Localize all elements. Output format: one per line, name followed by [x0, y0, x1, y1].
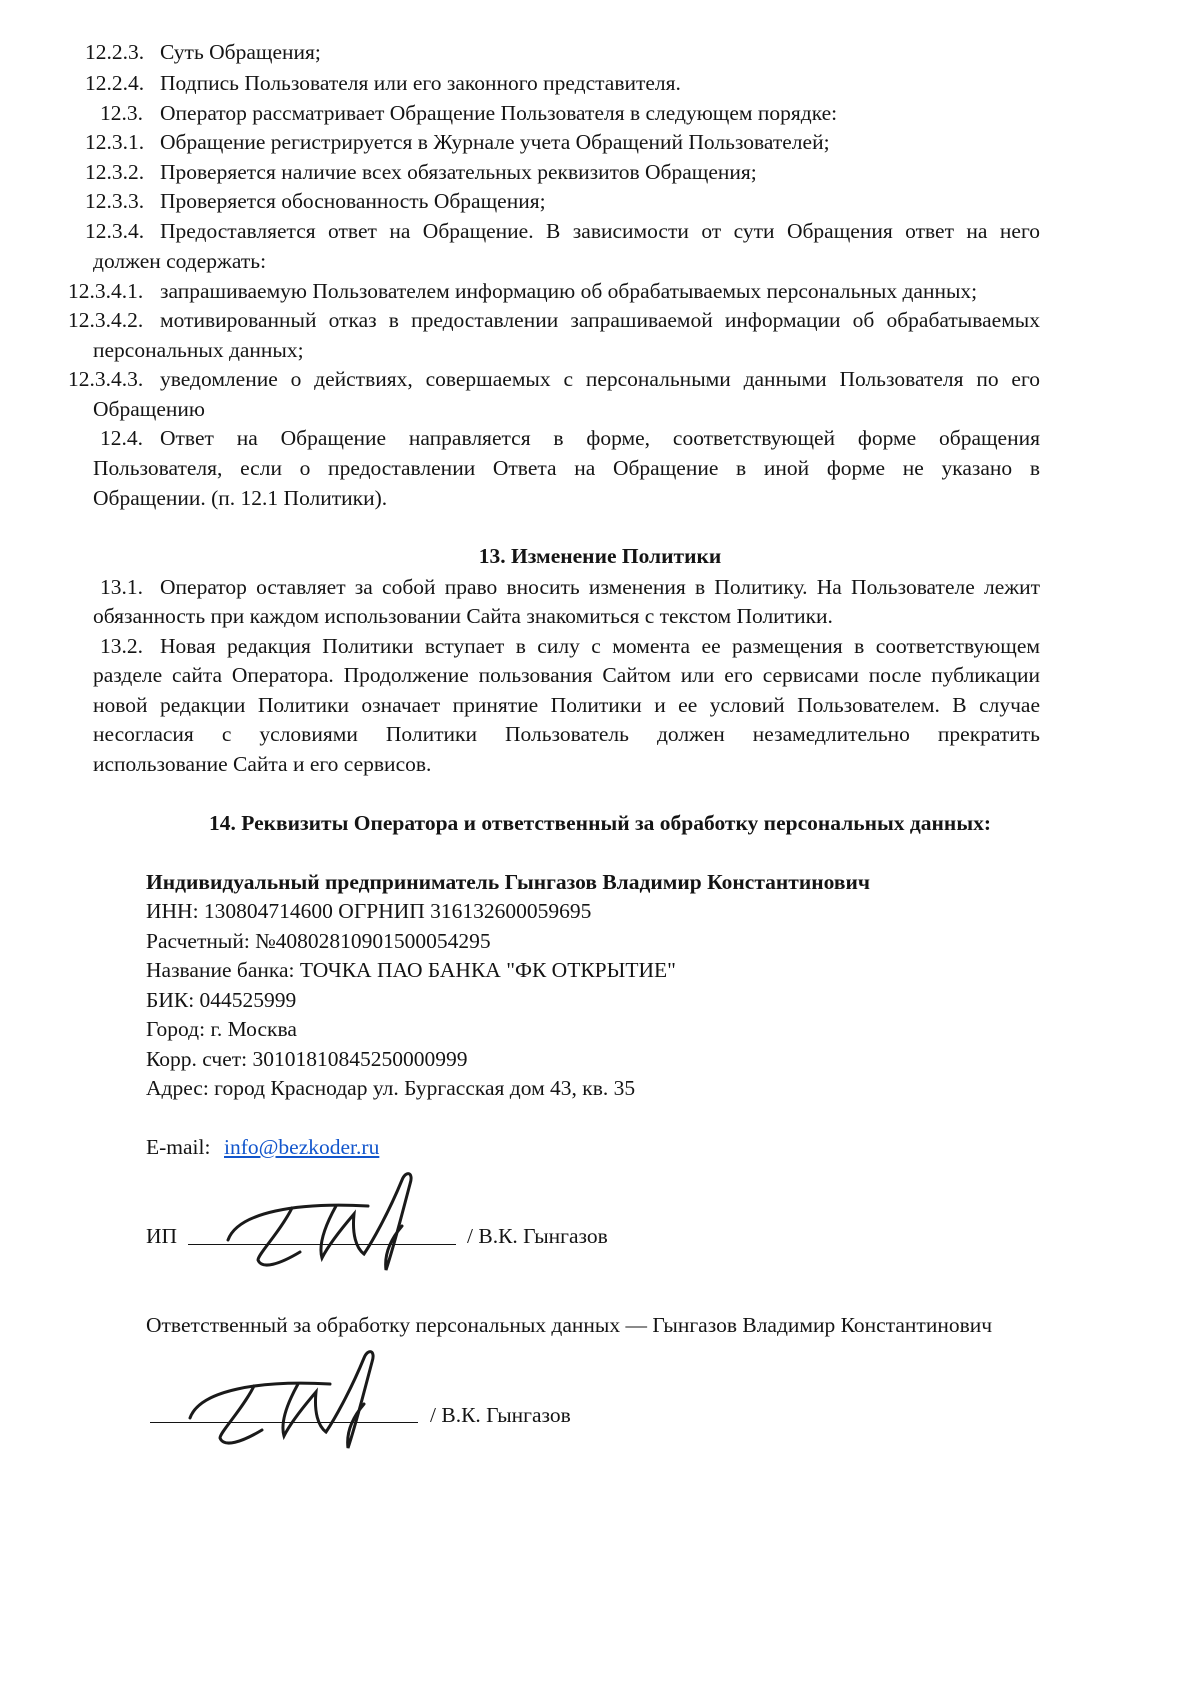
item-text: Проверяется наличие всех обязательных реквизитов Обращения;: [160, 160, 757, 184]
item-text: Предоставляется ответ на Обращение. В зависимости от сути Обращения ответ на него: [160, 219, 1040, 243]
item-text: Ответ на Обращение направляется в форме, соответствующей форме обращения: [160, 426, 1040, 450]
item-number: 12.3.4.2.: [68, 308, 144, 332]
item-number: 13.1.: [100, 575, 143, 599]
sign1-prefix: ИП: [146, 1224, 178, 1248]
item-text: мотивированный отказ в предоставлении запрашиваемой информации об обрабатываемых: [160, 308, 1040, 332]
item-text: новой редакции Политики означает принятие Политики и ее условий Пользователем. В случае: [93, 693, 1040, 717]
item-number: 13.2.: [100, 634, 143, 658]
detail-address: Адрес: город Краснодар ул. Бургасская дом 43, кв. 35: [146, 1076, 636, 1100]
item-text: Проверяется обоснованность Обращения;: [160, 189, 546, 213]
company-name: Индивидуальный предприниматель Гынгазов Владимир Константинович: [146, 870, 870, 894]
email-label: E-mail:: [146, 1135, 211, 1159]
item-text: несогласия с условиями Политики Пользователь должен незамедлительно прекратить: [93, 722, 1040, 746]
item-12-3-4-2-cont: персональных данных;: [93, 338, 304, 362]
section-13-heading: 13. Изменение Политики: [478, 544, 722, 568]
item-13-2-cont4: использование Сайта и его сервисов.: [93, 752, 432, 776]
detail-account: Расчетный: №40802810901500054295: [146, 929, 491, 953]
item-12-4-cont2: Обращении. (п. 12.1 Политики).: [93, 486, 388, 510]
item-text: Оператор рассматривает Обращение Пользователя в следующем порядке:: [160, 101, 838, 125]
responsible-person: Ответственный за обработку персональных данных — Гынгазов Владимир Константинович: [146, 1313, 993, 1337]
item-13-1-cont: обязанность при каждом использовании Сайта знакомиться с текстом Политики.: [93, 604, 833, 628]
item-text: Пользователя, если о предоставлении Ответа на Обращение в иной форме не указано в: [93, 456, 1040, 480]
item-text: Оператор оставляет за собой право вносить изменения в Политику. На Пользователе лежит: [160, 575, 1040, 599]
item-text: запрашиваемую Пользователем информацию об обрабатываемых персональных данных;: [160, 279, 978, 303]
signature-image: [218, 1162, 458, 1277]
item-number: 12.4.: [100, 426, 143, 450]
detail-city: Город: г. Москва: [146, 1017, 297, 1041]
item-text: Суть Обращения;: [160, 40, 321, 64]
detail-bank: Название банка: ТОЧКА ПАО БАНКА "ФК ОТКРЫТИЕ": [146, 958, 676, 982]
item-text: уведомление о действиях, совершаемых с персональными данными Пользователя по его: [160, 367, 1040, 391]
sign1-name: / В.К. Гынгазов: [467, 1224, 608, 1248]
item-12-3-4-3-cont: Обращению: [93, 397, 205, 421]
item-12-3-4-cont: должен содержать:: [93, 249, 267, 273]
item-number: 12.3.: [100, 101, 143, 125]
signature-image: [180, 1340, 420, 1455]
item-number: 12.2.4.: [85, 71, 145, 95]
item-number: 12.3.4.1.: [68, 279, 144, 303]
item-number: 12.3.2.: [85, 160, 145, 184]
detail-bik: БИК: 044525999: [146, 988, 297, 1012]
item-text: Подпись Пользователя или его законного представителя.: [160, 71, 681, 95]
item-number: 12.3.4.: [85, 219, 145, 243]
item-number: 12.3.4.3.: [68, 367, 144, 391]
section-14-heading: 14. Реквизиты Оператора и ответственный за обработку персональных данных:: [208, 811, 992, 835]
sign2-name: / В.К. Гынгазов: [430, 1403, 571, 1427]
item-text: Новая редакция Политики вступает в силу с момента ее размещения в соответствующем: [160, 634, 1040, 658]
item-number: 12.3.1.: [85, 130, 145, 154]
item-number: 12.3.3.: [85, 189, 145, 213]
detail-inn: ИНН: 130804714600 ОГРНИП 316132600059695: [146, 899, 592, 923]
item-text: разделе сайта Оператора. Продолжение пользования Сайтом или его сервисами после публикации: [93, 663, 1040, 687]
email-link[interactable]: info@bezkoder.ru: [224, 1135, 380, 1159]
detail-corr-account: Корр. счет: 30101810845250000999: [146, 1047, 468, 1071]
item-number: 12.2.3.: [85, 40, 145, 64]
item-text: Обращение регистрируется в Журнале учета Обращений Пользователей;: [160, 130, 830, 154]
